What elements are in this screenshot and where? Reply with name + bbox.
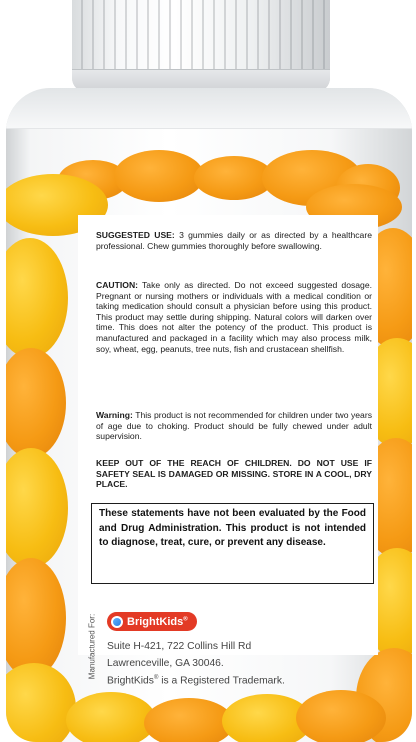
gummy <box>66 692 156 742</box>
logo-icon <box>111 616 123 628</box>
trademark-brand: BrightKids <box>107 675 154 687</box>
gummy <box>6 348 66 458</box>
caution-paragraph <box>96 280 372 354</box>
fda-statement: These statements have not been evaluated by the Food and Drug Administration. This product is not intended to diagnose, treat, cure, or prevent any disease. <box>99 508 366 549</box>
warning-heading: Warning: <box>96 410 133 420</box>
logo-text: BrightKids® <box>127 615 188 628</box>
gummy <box>6 663 76 742</box>
gummy <box>296 690 386 742</box>
suggested-use-text: 3 gummies daily or as directed by a healthcare professional. Chew gummies thoroughly before swallowing. <box>96 230 372 251</box>
gummy <box>144 698 234 742</box>
trademark-line <box>107 675 285 686</box>
brightkids-logo <box>107 612 197 631</box>
warning-paragraph <box>96 410 372 442</box>
fda-statement-box <box>91 503 374 584</box>
warning-text: This product is not recommended for children under two years of age due to choking. Product should be fully chewed under adult supervision. <box>96 410 372 442</box>
gummy <box>6 238 68 358</box>
bottle-cap <box>72 0 330 92</box>
gummy <box>114 150 204 202</box>
manufactured-for-label: Manufactured For: <box>87 613 97 680</box>
caution-text: Take only as directed. Do not exceed suggested dosage. Pregnant or nursing mothers or individuals with a medical condition or taking medication should consult a physician before using this product. This product may settle during shipping. Natural colors will darken over time. This does not alter the potency of the product. This product is manufactured and packaged in a facility which may also process milk, soy, wheat, egg, peanuts, tree nuts, fish and crustacean shellfish. <box>96 280 372 354</box>
suggested-use-heading: SUGGESTED USE: <box>96 230 175 240</box>
manufactured-for <box>86 600 98 696</box>
gummy <box>6 448 68 568</box>
trademark-mark: ® <box>153 675 159 681</box>
suggested-use-paragraph <box>96 230 372 251</box>
address-line-1: Suite H-421, 722 Collins Hill Rd <box>107 641 252 652</box>
caution-heading: CAUTION: <box>96 280 139 290</box>
cap-ridges <box>72 0 330 70</box>
gummy <box>6 558 66 678</box>
trademark-text: is a Registered Trademark. <box>158 675 285 687</box>
bottle-shoulder <box>6 88 412 129</box>
keep-out-notice: KEEP OUT OF THE REACH OF CHILDREN. DO NOT USE IF SAFETY SEAL IS DAMAGED OR MISSING. STORE IN A COOL, DRY PLACE. <box>96 458 372 490</box>
address-line-2: Lawrenceville, GA 30046. <box>107 658 224 669</box>
